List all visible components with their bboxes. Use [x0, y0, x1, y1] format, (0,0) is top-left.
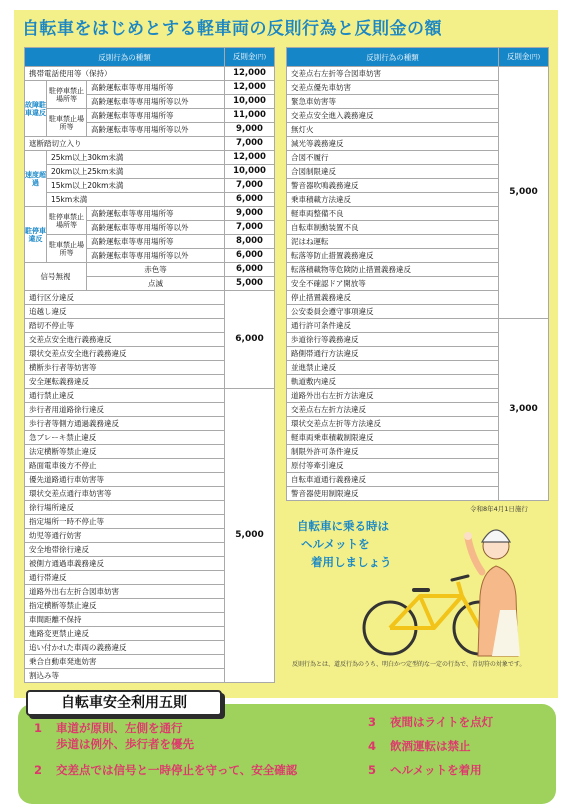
table-row [25, 151, 275, 165]
violation-label: 合図制限違反 [287, 165, 499, 179]
helmet-message-line: 着用しましょう [311, 555, 392, 569]
table-row [25, 193, 275, 207]
table-row [25, 109, 275, 123]
right-fine-table [286, 47, 549, 501]
violation-label: 通行禁止違反 [25, 389, 225, 403]
table-row [287, 67, 549, 81]
violation-label: 乗合自動車発進妨害 [25, 655, 225, 669]
violation-label: 被側方通過車義務違反 [25, 557, 225, 571]
violation-label: 公安委員会遵守事項違反 [287, 305, 499, 319]
helmet-message-line: 自転車に乗る時は [297, 519, 389, 533]
violation-label: 通行帯違反 [25, 571, 225, 585]
violation-label: 歩道徐行等義務違反 [287, 333, 499, 347]
fine-amount: 6,000 [225, 263, 275, 277]
safety-rules-title: 自転車安全利用五則 [26, 690, 222, 716]
fine-amount: 7,000 [225, 221, 275, 235]
violation-label: 15km以上20km未満 [47, 179, 225, 193]
table-header-act: 反則行為の種類 [287, 48, 499, 67]
violation-label: 通行許可条件違反 [287, 319, 499, 333]
fine-amount: 11,000 [225, 109, 275, 123]
violation-label: 警音器使用制限違反 [287, 487, 499, 501]
violation-label: 自転車道通行義務違反 [287, 473, 499, 487]
violation-label: 転落積載物等危険防止措置義務違反 [287, 263, 499, 277]
violation-label: 交差点右左折方法違反 [287, 403, 499, 417]
fine-amount: 10,000 [225, 165, 275, 179]
violation-label: 環状交差点左折等方法違反 [287, 417, 499, 431]
violation-label: 踏切不停止等 [25, 319, 225, 333]
violation-label: 速度超過 [25, 151, 47, 207]
fine-amount: 5,000 [225, 389, 275, 683]
table-row [25, 207, 275, 221]
right-group-5000 [287, 67, 549, 319]
page-title: 自転車をはじめとする軽車両の反則行為と反則金の額 [22, 19, 442, 39]
violation-label: 道路外出右左折方法違反 [287, 389, 499, 403]
violation-label: 歩行者等側方通過義務違反 [25, 417, 225, 431]
violation-label: 高齢運転車等専用場所等 [87, 235, 225, 249]
violation-label: 携帯電話使用等（保持） [25, 67, 225, 81]
violation-label: 交差点安全進入義務違反 [287, 109, 499, 123]
violation-label: 高齢運転車等専用場所等以外 [87, 123, 225, 137]
violation-label: 安全地帯徐行違反 [25, 543, 225, 557]
violation-label: 高齢運転車等専用場所等以外 [87, 221, 225, 235]
violation-label: 交差点右左折等合図車妨害 [287, 67, 499, 81]
person-illustration [464, 530, 520, 656]
violation-label: 高齢運転車等専用場所等 [87, 207, 225, 221]
violation-label: 自転車制動装置不良 [287, 221, 499, 235]
rule-2: 2 交差点では信号と一時停止を守って、安全確認 [34, 763, 298, 777]
violation-label: 減光等義務違反 [287, 137, 499, 151]
violation-label: 環状交差点通行車妨害等 [25, 487, 225, 501]
violation-label: 泥はね運転 [287, 235, 499, 249]
violation-label: 安全運転義務違反 [25, 375, 225, 389]
violation-label: 合図不履行 [287, 151, 499, 165]
violation-label: 駐停車禁止場所等 [47, 81, 87, 109]
right-group-3000 [287, 319, 549, 501]
violation-label: 緊急車妨害等 [287, 95, 499, 109]
left-group-6000 [25, 291, 275, 389]
violation-label: 高齢運転車等専用場所等以外 [87, 95, 225, 109]
left-fine-table [24, 47, 275, 683]
violation-label: 高齢運転車等専用場所等 [87, 109, 225, 123]
violation-label: 警音器吹鳴義務違反 [287, 179, 499, 193]
table-row [25, 291, 275, 305]
violation-label: 歩行者用道路徐行違反 [25, 403, 225, 417]
violation-label: 転落等防止措置義務違反 [287, 249, 499, 263]
table-row [25, 389, 275, 403]
effective-date: 令和8年4月1日施行 [470, 505, 528, 513]
violation-label: 道路外出右左折合図車妨害 [25, 585, 225, 599]
violation-label: 乗車積載方法違反 [287, 193, 499, 207]
table-header-act: 反則行為の種類 [25, 48, 225, 67]
violation-label: 幼児等通行妨害 [25, 529, 225, 543]
table-row [25, 179, 275, 193]
rule-4: 4 飲酒運転は禁止 [368, 739, 471, 753]
violation-label: 高齢運転車等専用場所等 [87, 81, 225, 95]
violation-label: 軽車両整備不良 [287, 207, 499, 221]
fine-amount: 5,000 [225, 277, 275, 291]
table-header-fine: 反則金(円) [499, 48, 549, 67]
violation-label: 割込み等 [25, 669, 225, 683]
violation-label: 20km以上25km未満 [47, 165, 225, 179]
violation-label: 路面電車後方不停止 [25, 459, 225, 473]
violation-label: 赤色等 [87, 263, 225, 277]
fine-amount: 6,000 [225, 193, 275, 207]
violation-label: 無灯火 [287, 123, 499, 137]
fine-amount: 3,000 [499, 319, 549, 501]
violation-label: 通行区分違反 [25, 291, 225, 305]
violation-label: 環状交差点安全進行義務違反 [25, 347, 225, 361]
violation-label: 急ブレーキ禁止違反 [25, 431, 225, 445]
fine-amount: 12,000 [225, 67, 275, 81]
violation-label: 追い付かれた車両の義務違反 [25, 641, 225, 655]
helmet-message-line: ヘルメットを [301, 537, 370, 551]
fine-amount: 10,000 [225, 95, 275, 109]
violation-label: 並進禁止違反 [287, 361, 499, 375]
fine-amount: 9,000 [225, 207, 275, 221]
violation-label: 信号無視 [25, 263, 87, 291]
fine-amount: 12,000 [225, 81, 275, 95]
violation-label: 横断歩行者等妨害等 [25, 361, 225, 375]
fine-amount: 12,000 [225, 151, 275, 165]
violation-label: 法定横断等禁止違反 [25, 445, 225, 459]
violation-label: 軌道敷内違反 [287, 375, 499, 389]
table-row [287, 319, 549, 333]
violation-label: 高齢運転車等専用場所等以外 [87, 249, 225, 263]
table-header-fine: 反則金(円) [225, 48, 275, 67]
violation-label: 安全不確認ドア開放等 [287, 277, 499, 291]
fine-amount: 7,000 [225, 137, 275, 151]
violation-label: 駐車禁止場所等 [47, 109, 87, 137]
violation-label: 25km以上30km未満 [47, 151, 225, 165]
violation-label: 進路変更禁止違反 [25, 627, 225, 641]
table-row [25, 137, 275, 151]
table-row [25, 165, 275, 179]
rule-3: 3 夜間はライトを点灯 [368, 715, 494, 729]
violation-label: 点滅 [87, 277, 225, 291]
violation-label: 15km未満 [47, 193, 225, 207]
left-group-5000 [25, 389, 275, 683]
violation-label: 徐行場所違反 [25, 501, 225, 515]
violation-label: 駐停車違反 [25, 207, 47, 263]
fine-amount: 9,000 [225, 123, 275, 137]
violation-label: 制限外許可条件違反 [287, 445, 499, 459]
violation-label: 停止措置義務違反 [287, 291, 499, 305]
fine-amount: 6,000 [225, 249, 275, 263]
fine-amount: 5,000 [499, 67, 549, 319]
violation-label: 指定場所一時不停止等 [25, 515, 225, 529]
violation-label: 車間距離不保持 [25, 613, 225, 627]
table-row [25, 67, 275, 81]
table-row [25, 263, 275, 277]
table-row [25, 235, 275, 249]
violation-label: 指定横断等禁止違反 [25, 599, 225, 613]
violation-label: 故障駐車違反 [25, 81, 47, 137]
violation-label: 軽車両乗車積載制限違反 [287, 431, 499, 445]
violation-label: 駐停車禁止場所等 [47, 207, 87, 235]
violation-label: 優先道路通行車妨害等 [25, 473, 225, 487]
violation-label: 交差点優先車妨害 [287, 81, 499, 95]
footnote: 反則行為とは、道反行為のうち、明白かつ定型的な一定の行為で、青切符の対象です。 [292, 661, 526, 668]
fine-amount: 6,000 [225, 291, 275, 389]
violation-label: 駐車禁止場所等 [47, 235, 87, 263]
fine-amount: 8,000 [225, 235, 275, 249]
violation-label: 原付等牽引違反 [287, 459, 499, 473]
rule-1: 1 車道が原則、左側を通行 歩道は例外、歩行者を優先 [34, 721, 194, 751]
violation-label: 追越し違反 [25, 305, 225, 319]
violation-label: 路側帯通行方法違反 [287, 347, 499, 361]
fine-amount: 7,000 [225, 179, 275, 193]
violation-label: 遮断踏切立入り [25, 137, 225, 151]
table-row [25, 81, 275, 95]
violation-label: 交差点安全進行義務違反 [25, 333, 225, 347]
helmet-message [297, 517, 447, 571]
rule-5: 5 ヘルメットを着用 [368, 763, 482, 777]
